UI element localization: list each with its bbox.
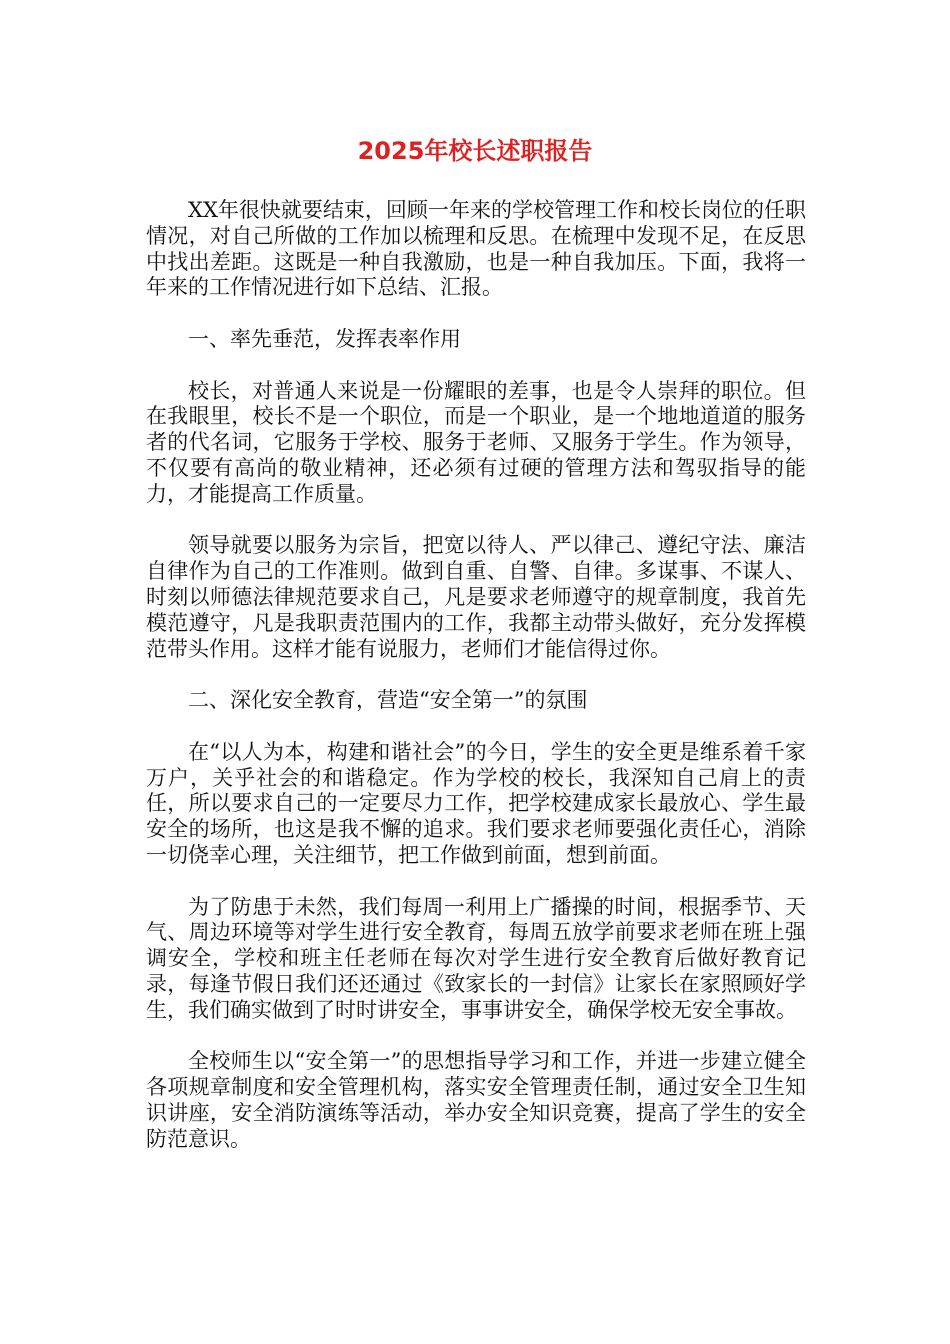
document-body [146, 198, 806, 1178]
paragraph-safety-measures: 为了防患于未然，我们每周一利用上广播操的时间，根据季节、天气、周边环境等对学生进行安全教育，每周五放学前要求老师在班上强调安全，学校和班主任老师在每次对学生进行安全教育后做好教育记录，每逢节假日我们还还通过《致家长的一封信》让家长在家照顾好学生，我们确实做到了时时讲安全，事事讲安全，确保学校无安全事故。 [146, 894, 806, 1022]
document-title: 2025年校长述职报告 [357, 137, 593, 165]
paragraph-safety-culture: 全校师生以“安全第一”的思想指导学习和工作，并进一步建立健全各项规章制度和安全管理机构，落实安全管理责任制，通过安全卫生知识讲座，安全消防演练等活动，举办安全知识竞赛，提高了学生的安全防范意识。 [146, 1049, 806, 1151]
paragraph-safety-responsibility: 在“以人为本，构建和谐社会”的今日，学生的安全更是维系着千家万户，关乎社会的和谐稳定。作为学校的校长，我深知自己肩上的责任，所以要求自己的一定要尽力工作，把学校建成家长最放心、学生最安全的场所，也这是我不懈的追求。我们要求老师要强化责任心，消除一切侥幸心理，关注细节，把工作做到前面，想到前面。 [146, 739, 806, 867]
paragraph-leadership: 领导就要以服务为宗旨，把宽以待人、严以律己、遵纪守法、廉洁自律作为自己的工作准则。做到自重、自警、自律。多谋事、不谋人、时刻以师德法律规范要求自己，凡是要求老师遵守的规章制度，我首先模范遵守，凡是我职责范围内的工作，我都主动带头做好，充分发挥模范带头作用。这样才能有说服力，老师们才能信得过你。 [146, 533, 806, 661]
paragraph-intro: XX年很快就要结束，回顾一年来的学校管理工作和校长岗位的任职情况，对自己所做的工作加以梳理和反思。在梳理中发现不足，在反思中找出差距。这既是一种自我激励，也是一种自我加压。下面，我将一年来的工作情况进行如下总结、汇报。 [146, 198, 806, 300]
section-heading-1: 一、率先垂范，发挥表率作用 [188, 326, 461, 351]
paragraph-principal-role: 校长，对普通人来说是一份耀眼的差事，也是令人崇拜的职位。但在我眼里，校长不是一个职位，而是一个职业，是一个地地道道的服务者的代名词，它服务于学校、服务于老师、又服务于学生。作为领导，不仅要有高尚的敬业精神，还必须有过硬的管理方法和驾驭指导的能力，才能提高工作质量。 [146, 378, 806, 506]
section-heading-2: 二、深化安全教育，营造“安全第一”的氛围 [188, 688, 588, 713]
